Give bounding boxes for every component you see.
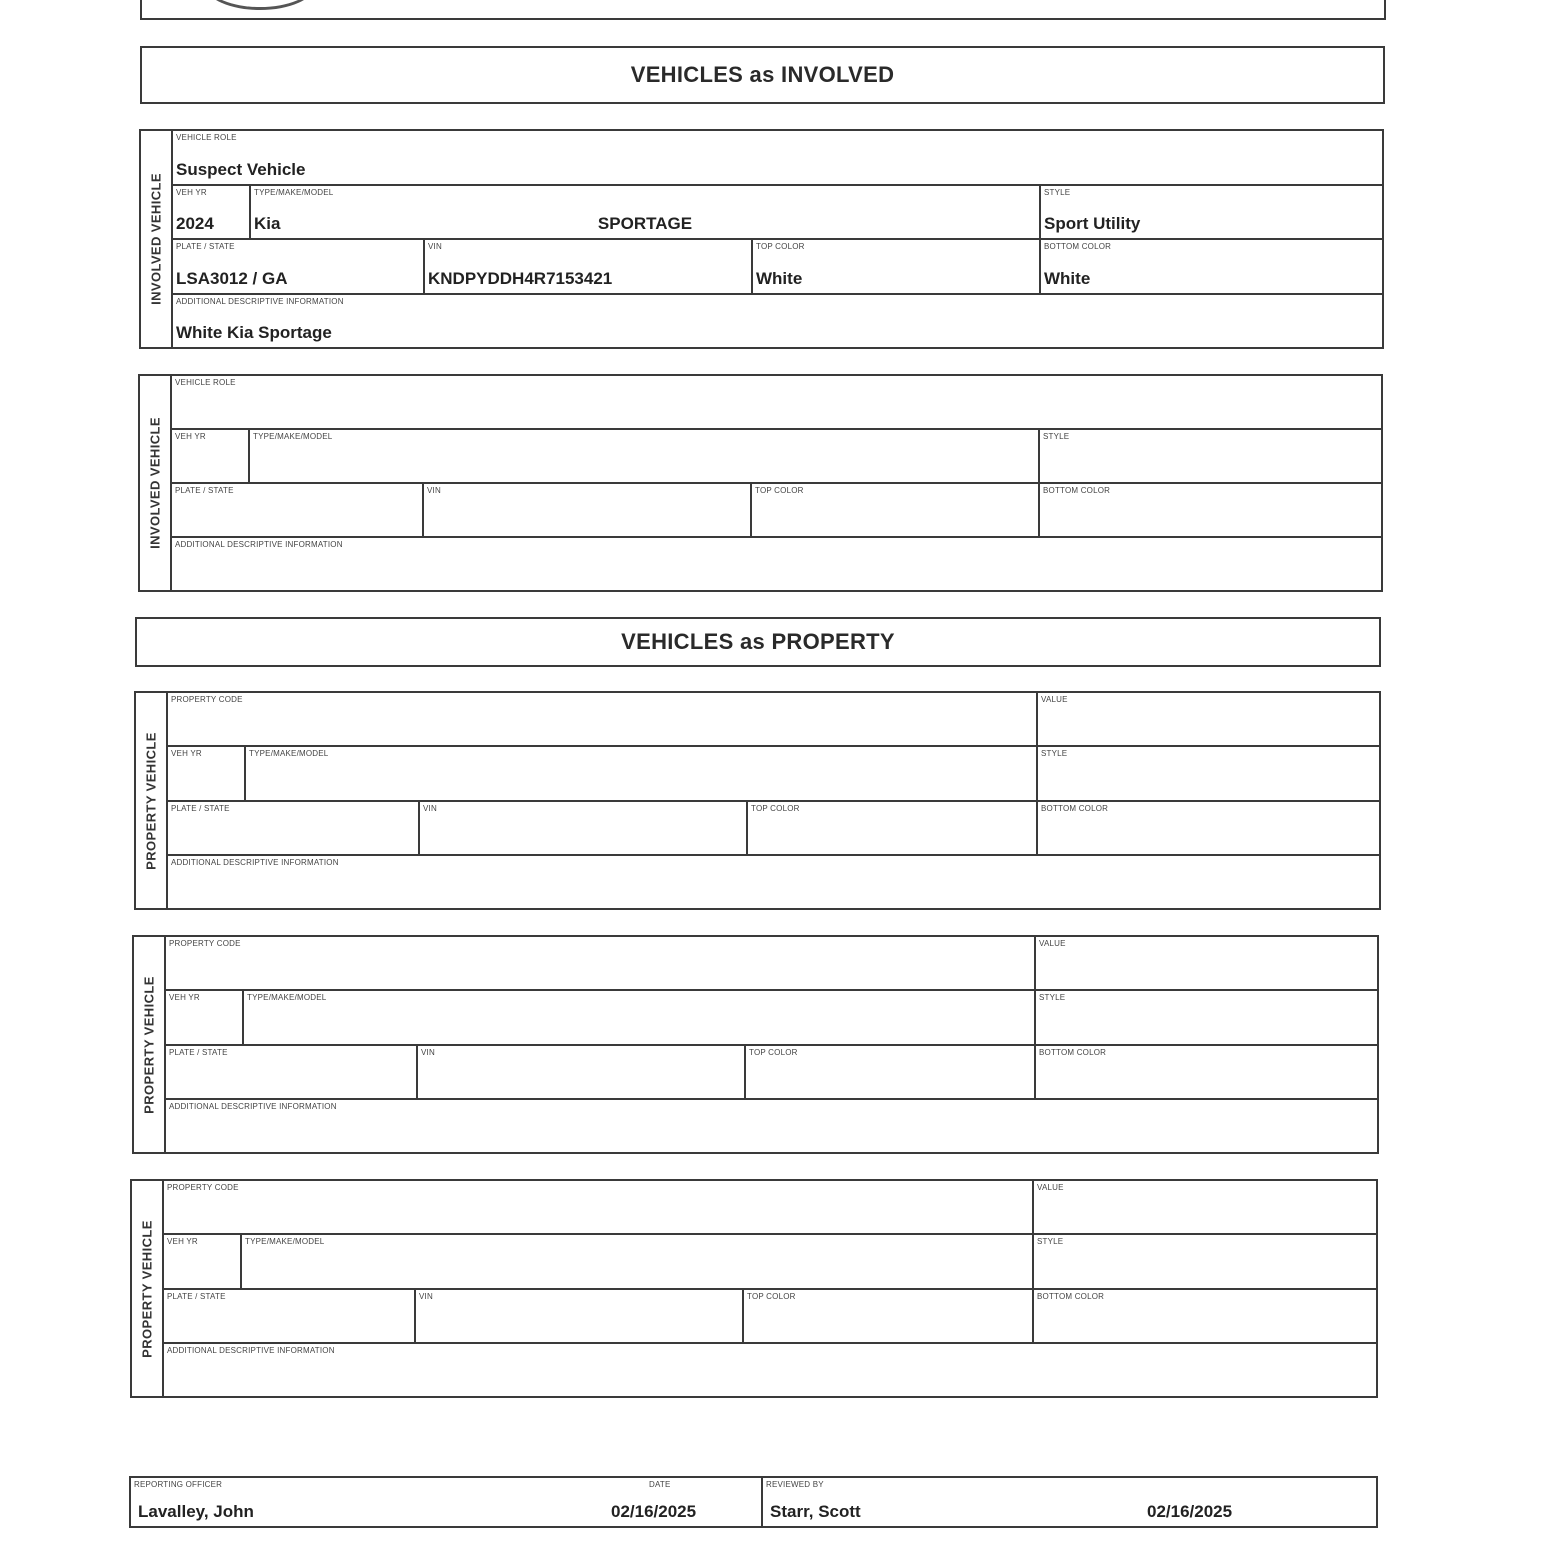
field-label: REPORTING OFFICER [134,1480,223,1489]
veh-yr-field[interactable] [172,430,250,482]
side-label-text: PROPERTY VEHICLE [139,1219,155,1358]
field-label: TOP COLOR [747,1291,796,1301]
make-value: Kia [254,214,281,233]
style-field[interactable] [1038,747,1379,799]
bottom-color-field[interactable] [1041,240,1382,293]
veh-yr-field[interactable] [164,1235,242,1287]
type-make-model-field[interactable] [242,1235,1034,1287]
veh-yr-field[interactable] [168,747,246,799]
field-label: BOTTOM COLOR [1043,486,1111,495]
top-color-field[interactable] [752,484,1040,536]
field-label: VEH YR [169,993,200,1003]
signature-footer [129,1476,1378,1528]
field-label: ADDITIONAL DESCRIPTIVE INFORMATION [171,857,339,867]
field-value: LSA3012 / GA [176,268,288,288]
reviewed-by-field[interactable] [761,1478,1376,1526]
veh-yr-field[interactable] [166,991,244,1043]
field-label: STYLE [1041,749,1068,759]
additional-info-field[interactable] [173,295,1382,348]
bottom-color-field[interactable] [1034,1290,1376,1342]
style-field[interactable] [1036,991,1377,1043]
field-value: Suspect Vehicle [176,159,306,179]
field-label: VEH YR [171,749,202,759]
top-color-field[interactable] [753,240,1041,293]
style-field[interactable] [1034,1235,1376,1287]
property-vehicle-block [130,1179,1378,1398]
field-label: TYPE/MAKE/MODEL [249,749,329,759]
field-label: TYPE/MAKE/MODEL [253,432,333,441]
field-label: BOTTOM COLOR [1041,803,1109,813]
involved-vehicle-block [139,129,1384,349]
field-label: STYLE [1039,993,1066,1003]
side-label [132,1181,164,1396]
reporting-officer-field[interactable] [131,1478,761,1526]
field-label: TYPE/MAKE/MODEL [254,187,334,197]
field-label: TYPE/MAKE/MODEL [247,993,327,1003]
field-label: ADDITIONAL DESCRIPTIVE INFORMATION [176,296,344,306]
property-vehicle-block [134,691,1381,910]
side-label-text: PROPERTY VEHICLE [141,975,157,1114]
type-make-model-field[interactable] [246,747,1038,799]
field-label: PROPERTY CODE [169,939,241,948]
vin-field[interactable] [418,1046,746,1098]
field-label: TOP COLOR [755,486,804,495]
field-label: STYLE [1044,187,1071,197]
field-label: VEH YR [176,187,207,197]
report-date-value: 02/16/2025 [611,1502,697,1521]
field-label: BOTTOM COLOR [1039,1047,1107,1057]
value-field[interactable] [1036,937,1377,989]
field-label: VIN [423,803,437,813]
field-label: VALUE [1037,1183,1064,1192]
plate-state-field[interactable] [168,802,420,854]
involved-vehicle-block [138,374,1383,592]
type-make-model-field[interactable] [244,991,1036,1043]
field-label: VEH YR [167,1237,198,1247]
type-make-model-field[interactable] [250,430,1040,482]
additional-info-field[interactable] [168,856,1379,908]
bottom-color-field[interactable] [1036,1046,1377,1098]
vin-field[interactable] [425,240,753,293]
field-label: TOP COLOR [756,242,805,251]
field-label: BOTTOM COLOR [1044,242,1112,251]
top-color-field[interactable] [748,802,1038,854]
field-label: ADDITIONAL DESCRIPTIVE INFORMATION [167,1345,335,1355]
field-value: Sport Utility [1044,214,1141,233]
side-label-text: INVOLVED VEHICLE [147,417,163,549]
side-label [134,937,166,1152]
side-label [136,693,168,908]
field-value: 2024 [176,214,214,233]
field-label: STYLE [1043,432,1070,441]
field-label: VIN [428,242,442,251]
property-vehicle-block [132,935,1379,1154]
date-label: DATE [649,1480,671,1489]
field-label: PLATE / STATE [169,1047,228,1057]
vehicle-role-field[interactable] [172,376,1381,428]
property-code-field[interactable] [168,693,1038,745]
reporting-officer-value: Lavalley, John [138,1502,254,1521]
field-label: VEHICLE ROLE [176,133,237,142]
plate-state-field[interactable] [164,1290,416,1342]
field-label: PLATE / STATE [175,486,234,495]
top-color-field[interactable] [744,1290,1034,1342]
property-code-field[interactable] [164,1181,1034,1233]
top-color-field[interactable] [746,1046,1036,1098]
reviewed-by-value: Starr, Scott [770,1502,861,1521]
style-field[interactable] [1040,430,1381,482]
field-label: VIN [419,1291,433,1301]
field-value: White [1044,268,1091,288]
field-label: VEHICLE ROLE [175,378,236,387]
field-value: KNDPYDDH4R7153421 [428,268,613,288]
header-frame [140,0,1386,20]
value-field[interactable] [1038,693,1379,745]
field-label: PLATE / STATE [171,803,230,813]
vin-field[interactable] [420,802,748,854]
field-label: REVIEWED BY [766,1480,824,1489]
field-label: VALUE [1039,939,1066,948]
side-label-text: INVOLVED VEHICLE [148,173,164,305]
side-label-text: PROPERTY VEHICLE [143,731,159,870]
veh-yr-field[interactable] [173,186,251,239]
field-label: STYLE [1037,1237,1064,1247]
model-value: SPORTAGE [597,214,693,233]
review-date-value: 02/16/2025 [1147,1502,1233,1521]
additional-info-field[interactable] [172,538,1381,590]
field-label: PROPERTY CODE [171,695,243,704]
section-title-involved: VEHICLES as INVOLVED [140,46,1385,104]
field-label: VEH YR [175,432,206,441]
vin-field[interactable] [424,484,752,536]
additional-info-field[interactable] [164,1344,1376,1396]
value-field[interactable] [1034,1181,1376,1233]
section-title-property: VEHICLES as PROPERTY [135,617,1381,667]
field-label: TOP COLOR [751,803,800,813]
property-code-field[interactable] [166,937,1036,989]
field-label: ADDITIONAL DESCRIPTIVE INFORMATION [169,1101,337,1111]
field-label: VIN [421,1047,435,1057]
field-value: White Kia Sportage [176,323,332,342]
plate-state-field[interactable] [173,240,425,293]
vin-field[interactable] [416,1290,744,1342]
field-value: White [756,268,803,288]
field-label: PLATE / STATE [176,242,235,251]
type-make-model-field[interactable] [251,186,1041,239]
style-field[interactable] [1041,186,1382,239]
side-label [140,376,172,590]
field-label: PROPERTY CODE [167,1183,239,1192]
field-label: PLATE / STATE [167,1291,226,1301]
plate-state-field[interactable] [166,1046,418,1098]
plate-state-field[interactable] [172,484,424,536]
bottom-color-field[interactable] [1038,802,1379,854]
side-label [141,131,173,347]
vehicle-role-field[interactable] [173,131,1382,184]
field-label: TOP COLOR [749,1047,798,1057]
field-label: VIN [427,486,441,495]
field-label: ADDITIONAL DESCRIPTIVE INFORMATION [175,540,343,549]
field-label: VALUE [1041,695,1068,704]
field-label: TYPE/MAKE/MODEL [245,1237,325,1247]
field-label: BOTTOM COLOR [1037,1291,1105,1301]
additional-info-field[interactable] [166,1100,1377,1152]
bottom-color-field[interactable] [1040,484,1381,536]
